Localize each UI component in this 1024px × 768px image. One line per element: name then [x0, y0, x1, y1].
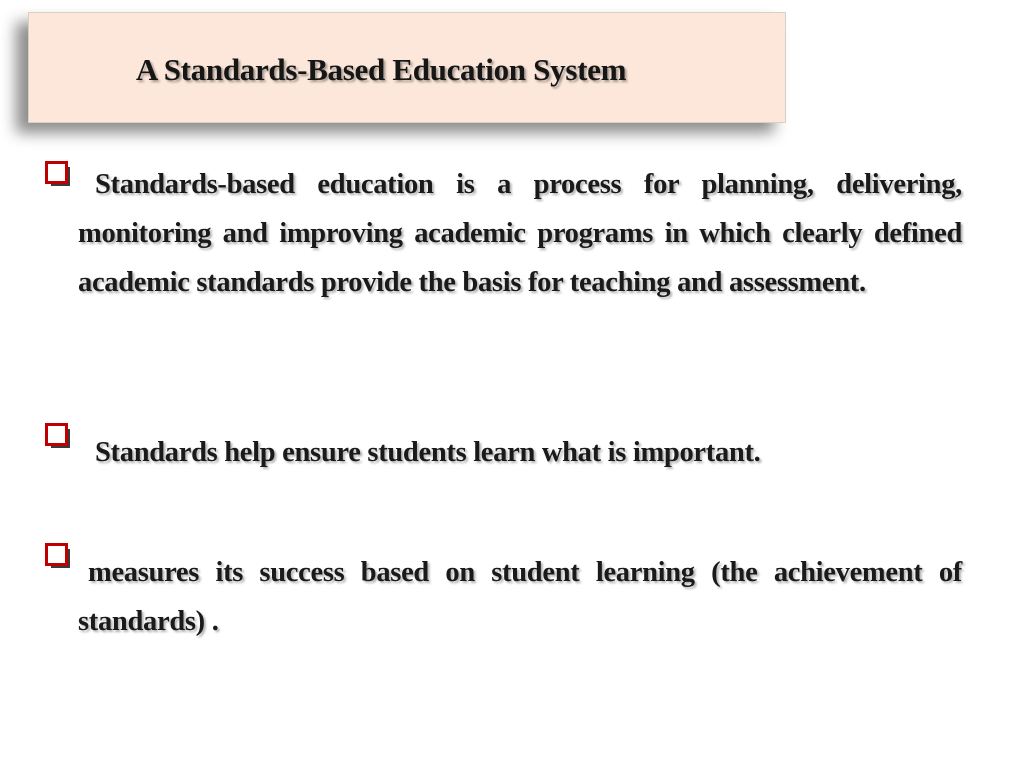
bullet-item: Standards help ensure students learn what is important. [95, 437, 761, 468]
checkbox-square-icon [45, 423, 71, 449]
checkbox-square-icon [45, 161, 71, 187]
slide-title: A Standards-Based Education System [135, 52, 627, 87]
bullet-item: Standards-based education is a process for planning, delivering, monitoring and improving academic programs in which clearly defined academic standards provide the basis for teaching and assessment. [78, 169, 962, 298]
checkbox-square-icon [45, 543, 71, 569]
bullet-item: measures its success based on student learning (the achievement of standards) . [78, 557, 962, 637]
